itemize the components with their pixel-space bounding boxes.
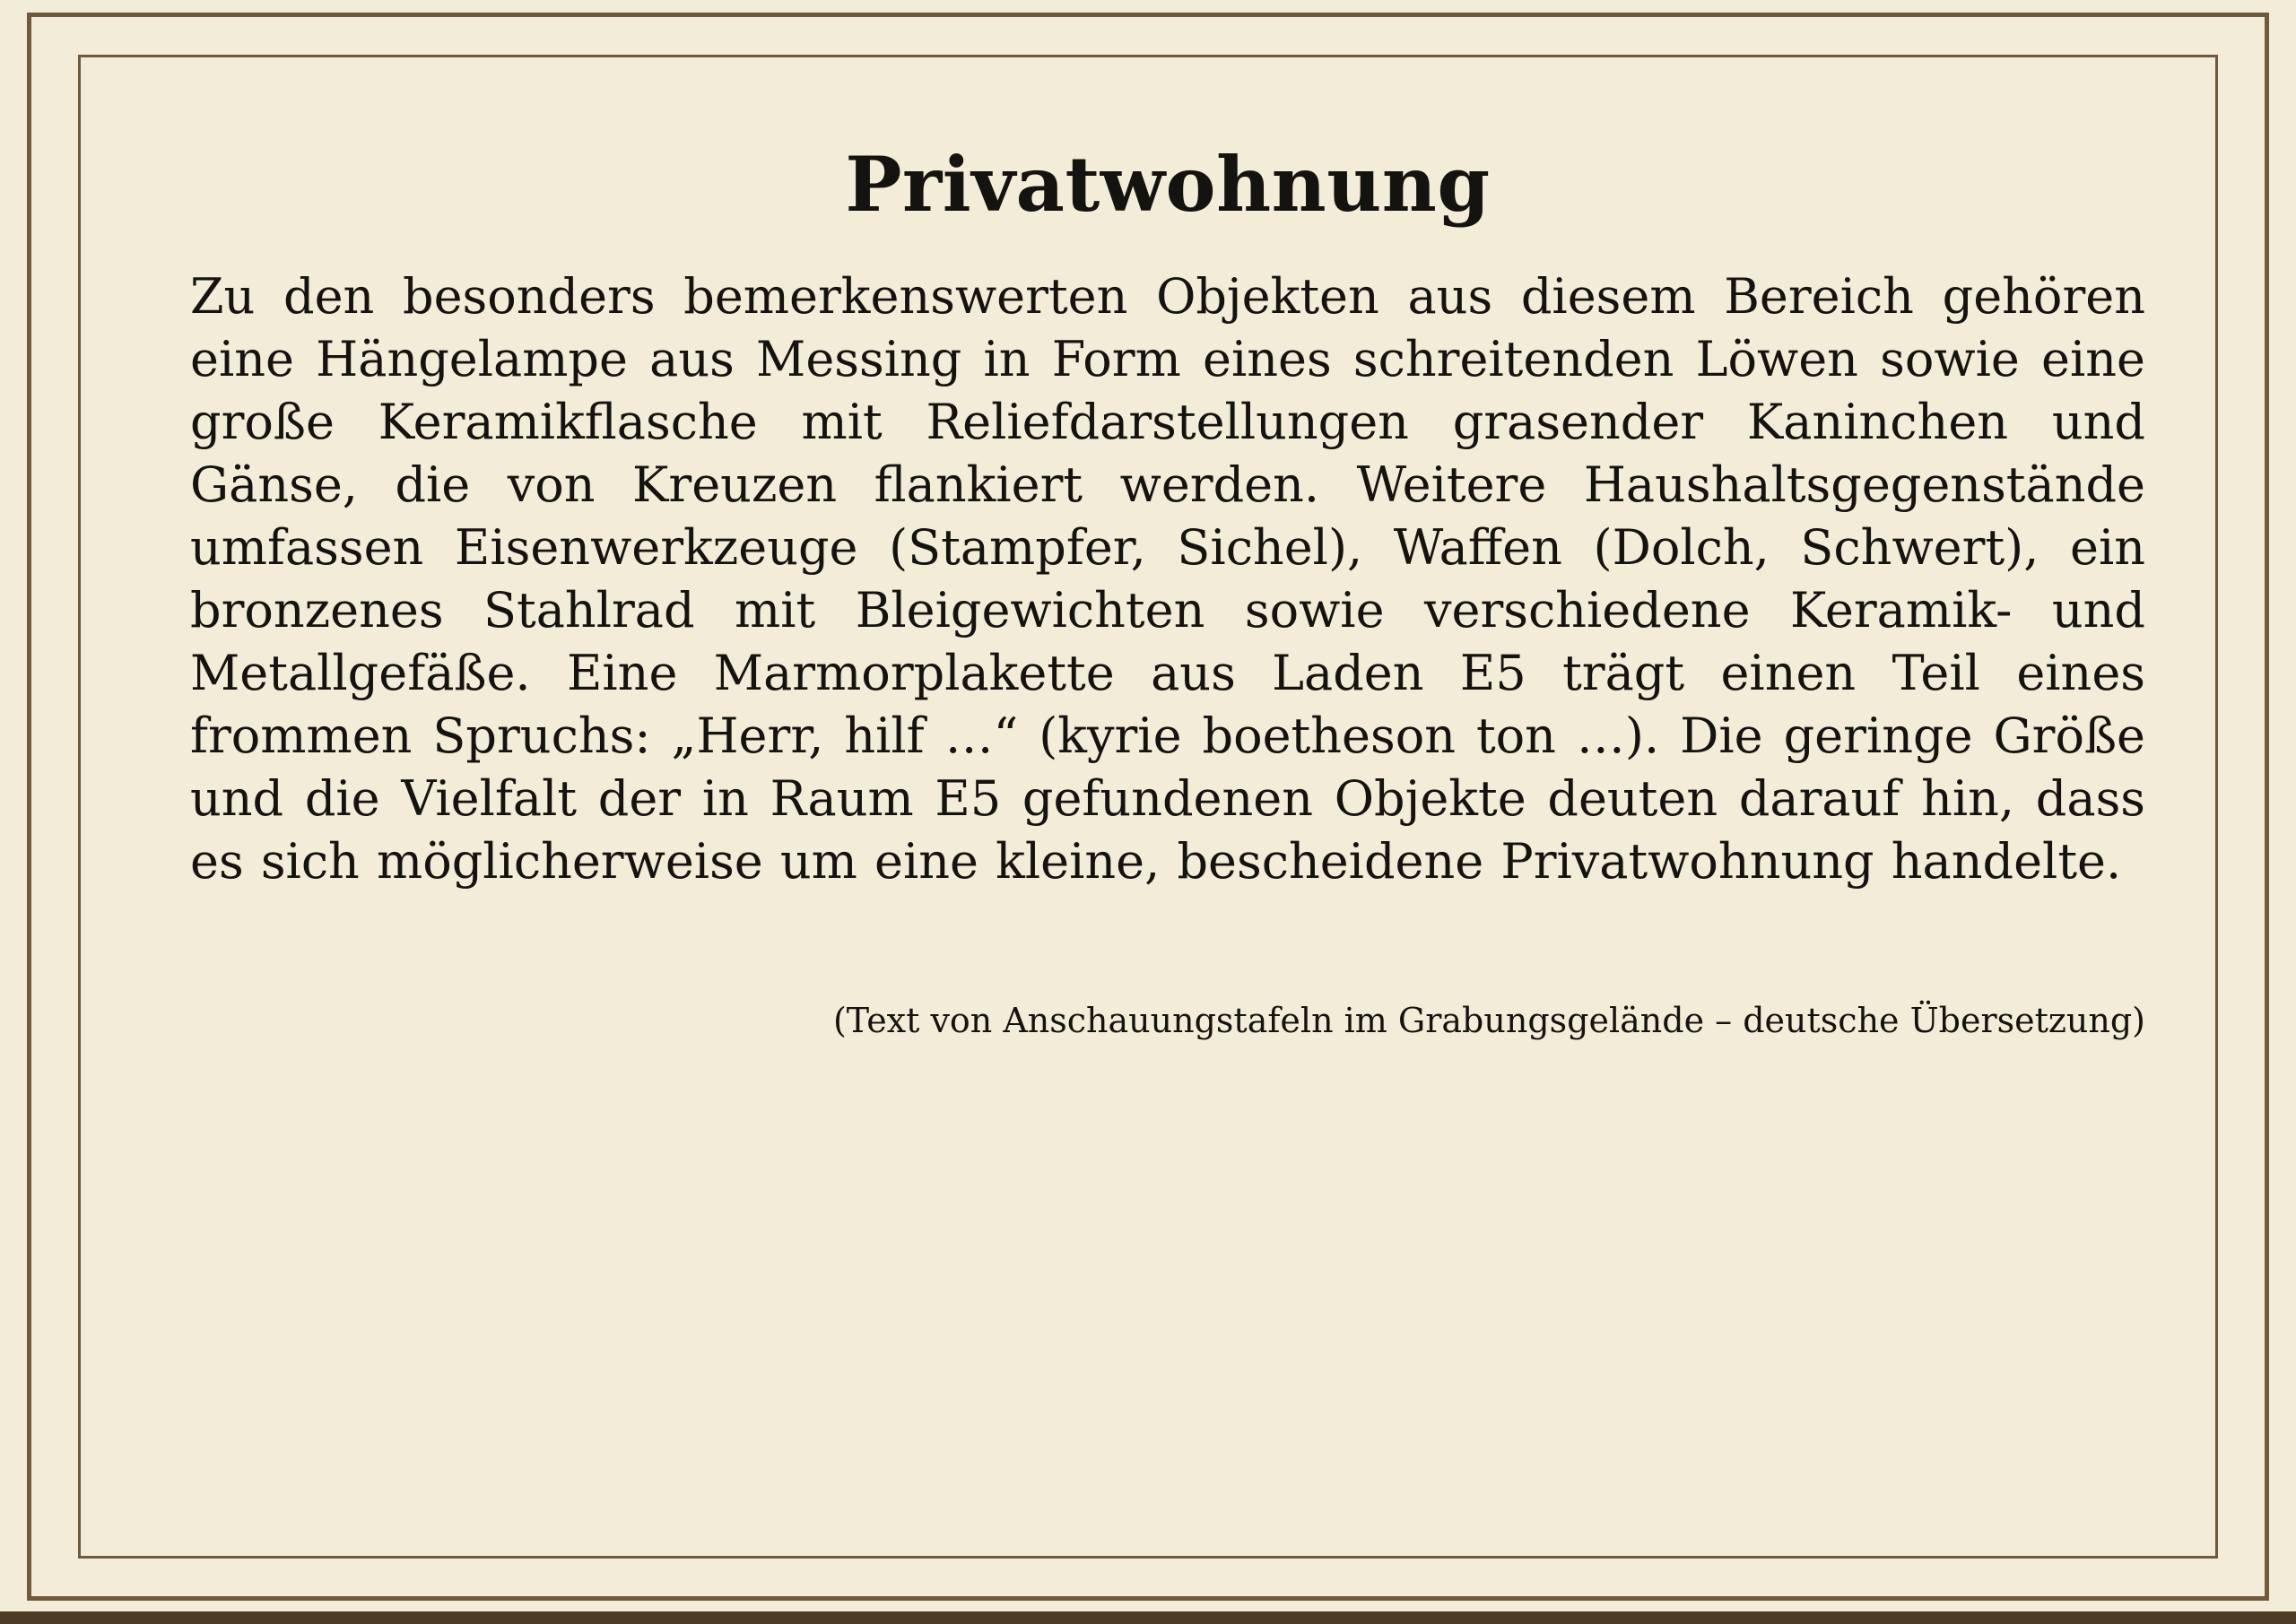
bottom-edge-band (0, 1611, 2296, 1624)
inner-border-frame (78, 55, 2218, 1559)
outer-border-frame (27, 13, 2269, 1601)
caption-text: (Text von Anschauungstafeln im Grabungsgelände – deutsche Übersetzung) (832, 1001, 2145, 1041)
body-paragraph: Zu den besonders bemerkenswerten Objekten aus diesem Bereich gehören eine Hängelampe aus Messing in Form eines schreitenden Löwen sowie eine große Keramikflasche mit Reliefdarstellungen grasender Kaninchen und Gänse, die von Kreuzen flankiert werden. Weitere Haushaltsgegenstände umfassen Eisenwerkzeuge (Stampfer, Sichel), Waffen (Dolch, Schwert), ein bronzenes Stahlrad mit Bleigewichten sowie verschiedene Keramik- und Metallgefäße. Eine Marmorplakette aus Laden E5 trägt einen Teil eines frommen Spruchs: „Herr, hilf …“ (kyrie boetheson ton …). Die geringe Größe und die Vielfalt der in Raum E5 gefundenen Objekte deuten darauf hin, dass es sich möglicherweise um eine kleine, bescheidene Privatwohnung handelte. (190, 268, 2145, 890)
page-title: Privatwohnung (845, 140, 1491, 229)
